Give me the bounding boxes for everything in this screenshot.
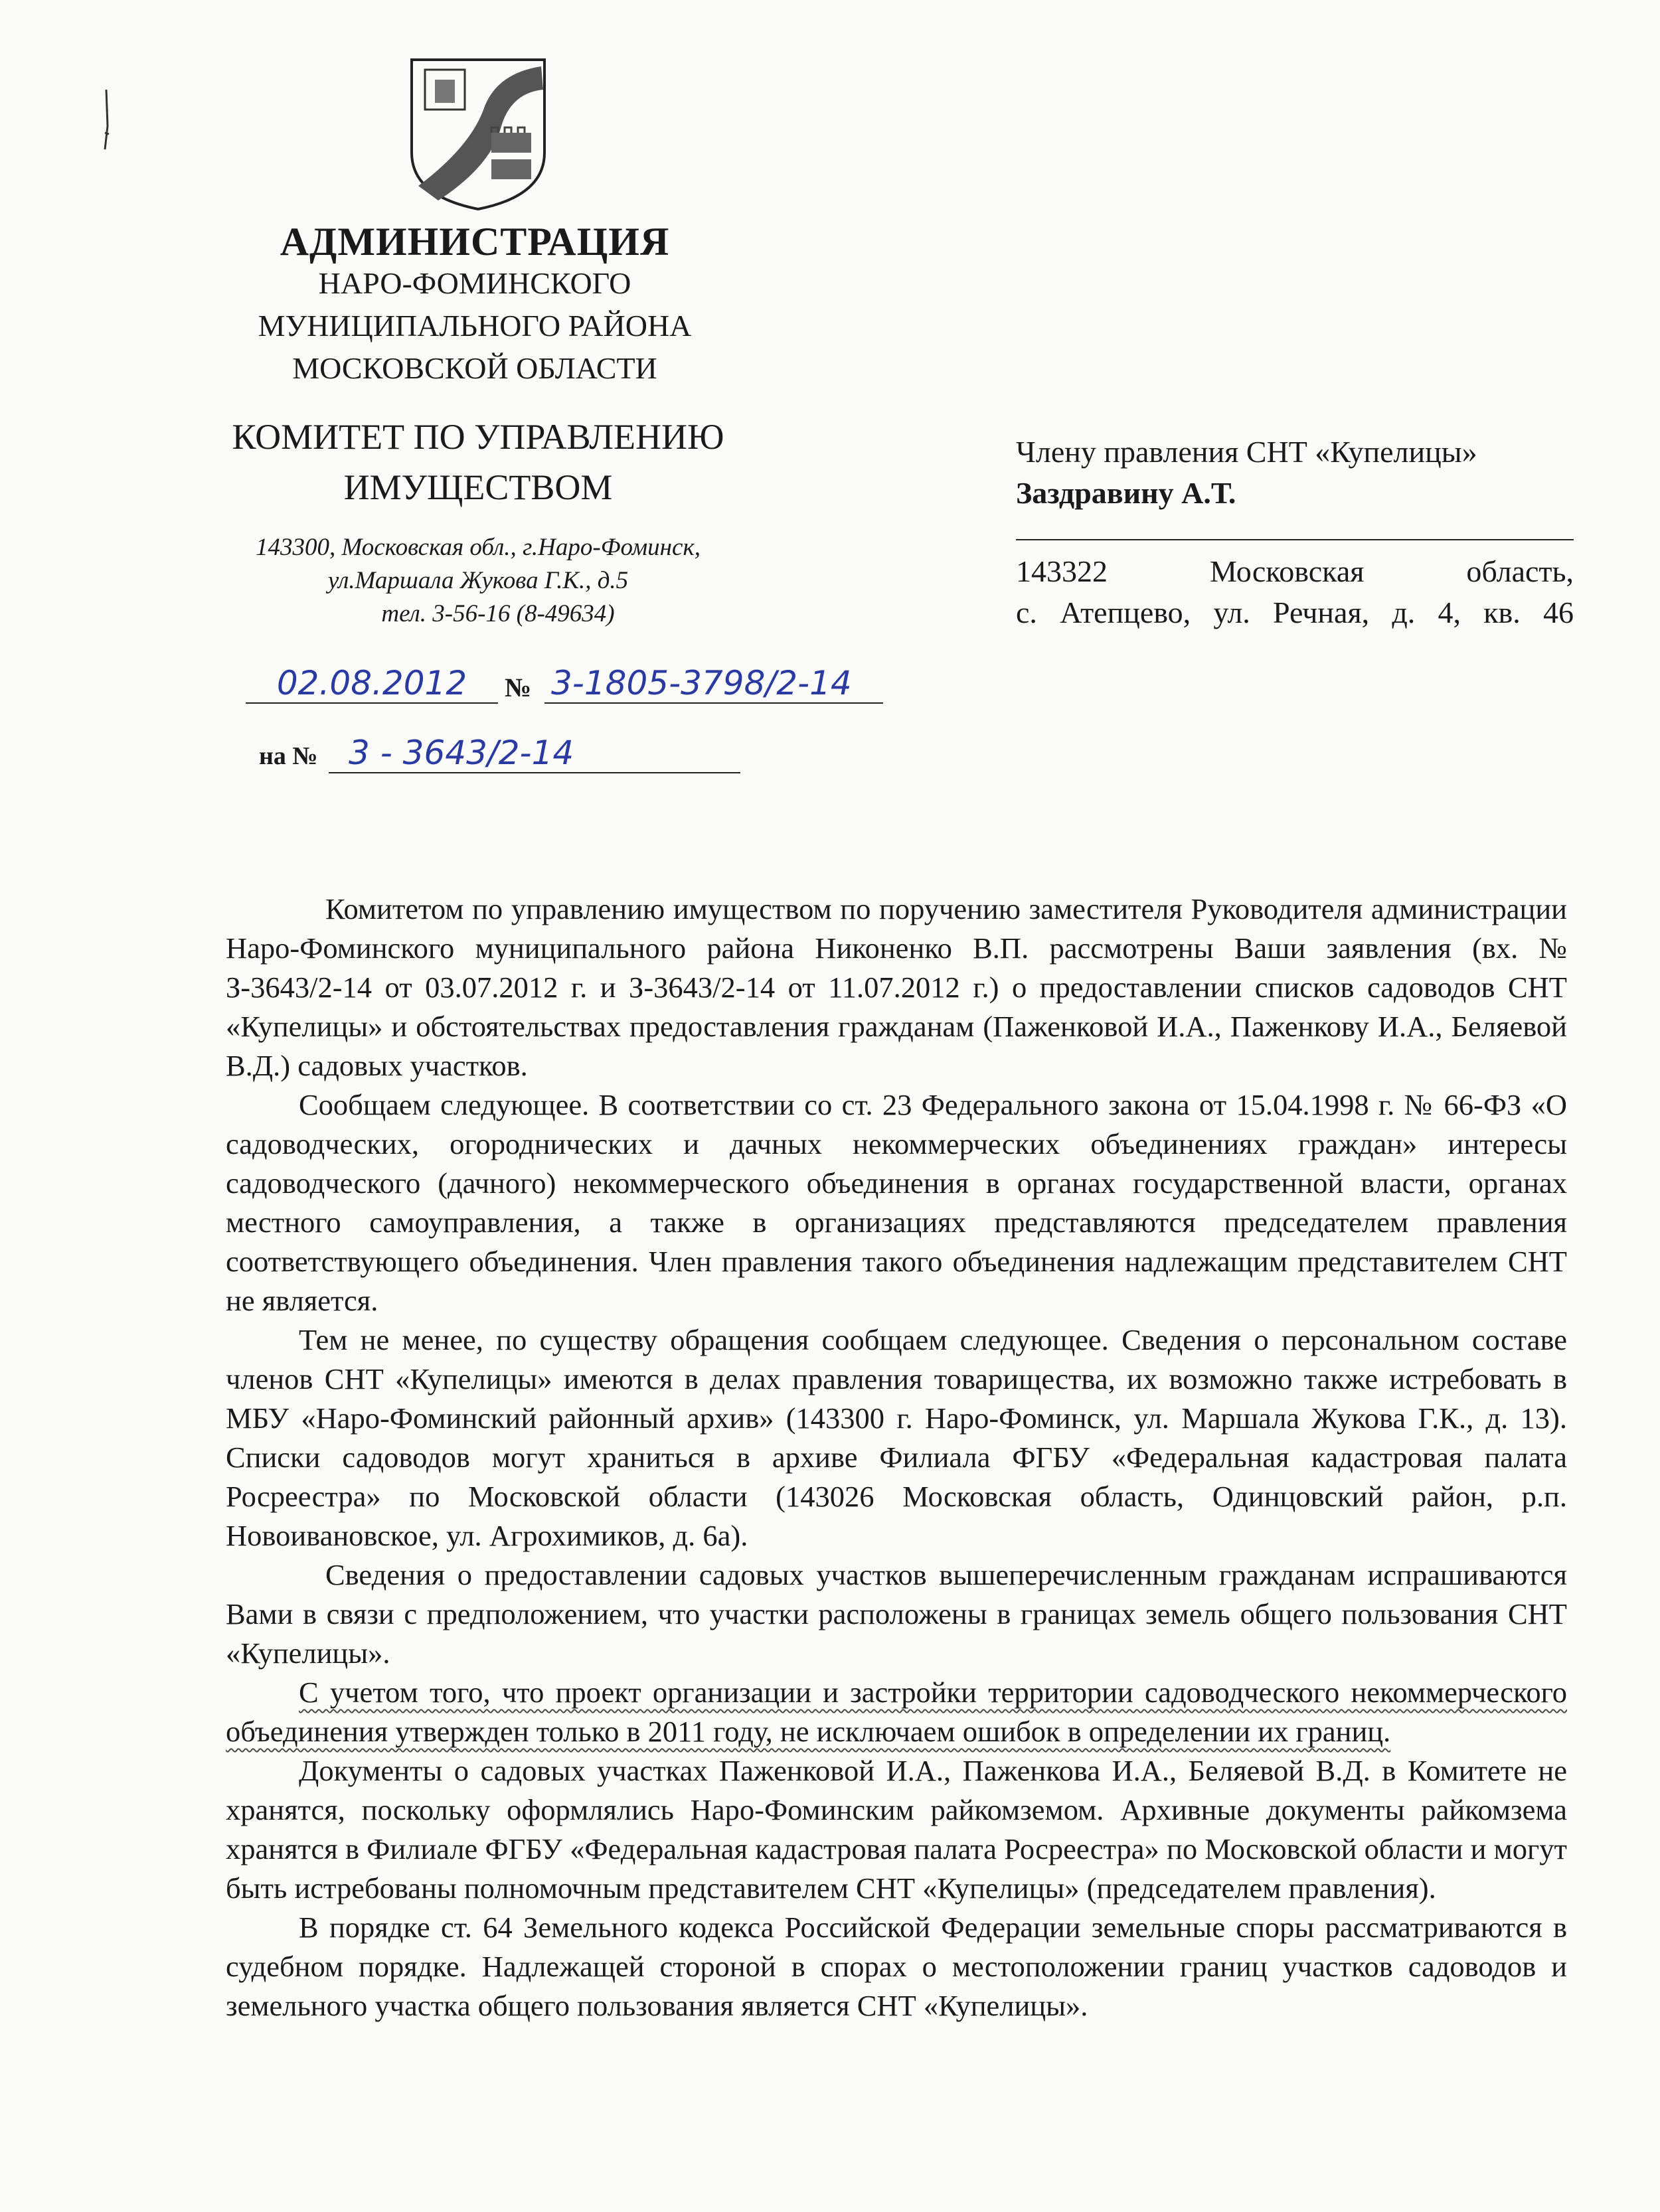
- letter-body: [226, 890, 1567, 2025]
- body-paragraph: Тем не менее, по существу обращения сообщаем следующее. Сведения о персональном составе членов СНТ «Купелицы» имеются в делах правления товарищества, их возможно также истребовать в МБУ «Наро-Фоминский районный архив» (143300 г. Наро-Фоминск, ул. Маршала Жукова Г.К., д. 13). Списки садоводов могут храниться в архиве Филиала ФГБУ «Федеральная кадастровая палата Росреестра» по Московской области (143026 Московская область, Одинцовский район, р.п. Новоивановское, ул. Агрохимиков, д. 6а).: [226, 1323, 1567, 1552]
- address-line: 143300, Московская обл., г.Наро-Фоминск,: [255, 534, 701, 561]
- coat-of-arms-icon: [392, 53, 564, 212]
- recipient-address: [1016, 551, 1574, 633]
- organization-title: АДМИНИСТРАЦИЯ: [280, 220, 670, 264]
- recipient-block: [1016, 432, 1574, 514]
- body-paragraph: Документы о садовых участках Паженковой И.А., Паженкова И.А., Беляевой В.Д. в Комитете не хранятся, поскольку оформлялись Наро-Фоминским райкомземом. Архивные документы райкомзема хранятся в Филиале ФГБУ «Федеральная кадастровая палата Росреестра» по Московской области и могут быть истребованы полномочным представителем СНТ «Купелицы» (председателем правления).: [226, 1754, 1567, 1905]
- address-line: ул.Маршала Жукова Г.К., д.5: [327, 567, 629, 594]
- body-paragraph: Сообщаем следующее. В соответствии со ст. 23 Федерального закона от 15.04.1998 г. № 66-ФЗ «О садоводческих, огороднических и дачных некоммерческих объединениях граждан» интересы садоводческого (дачного) некоммерческого объединения в органах государственной власти, органах местного самоуправления, а также в организациях представляются председателем правления соответствующего объединения. Член правления такого объединения надлежащим представителем СНТ не является.: [226, 1088, 1567, 1317]
- body-paragraph: Комитетом по управлению имуществом по поручению заместителя Руководителя администрации Наро-Фоминского муниципального района Никоненко В.П. рассмотрены Ваши заявления (вх. № З-3643/2-14 от 03.07.2012 г. и З-3643/2-14 от 11.07.2012 г.) о предоставлении списков садоводов СНТ «Купелицы» и обстоятельствах предоставления гражданам (Паженковой И.А., Паженкову И.А., Беляевой В.Д.) садовых участков.: [226, 892, 1567, 1082]
- organization-subtitle: [219, 262, 730, 390]
- in-reply-number: 3 - 3643/2-14: [329, 734, 740, 773]
- subtitle-line: МОСКОВСКОЙ ОБЛАСТИ: [292, 351, 657, 385]
- reference-line: [226, 664, 883, 717]
- in-reply-label: на №: [259, 742, 318, 770]
- recipient-role: Члену правления СНТ «Купелицы»: [1016, 435, 1477, 469]
- recipient-address-line: 143322 Московская область,: [1016, 554, 1574, 588]
- address-line: тел. 3-56-16 (8-49634): [381, 600, 615, 627]
- underlined-text: С учетом того, что проект организации и застройки территории садоводческого некоммерческого объединения утвержден только в 2011 году, не исключаем ошибок в определении их границ.: [226, 1676, 1567, 1748]
- committee-line: ИМУЩЕСТВОМ: [343, 467, 613, 507]
- reference-number: 3-1805-3798/2-14: [544, 664, 883, 704]
- recipient-name: Заздравину А.Т.: [1016, 476, 1236, 510]
- reference-number-label: №: [505, 672, 532, 702]
- committee-line: КОМИТЕТ ПО УПРАВЛЕНИЮ: [232, 417, 724, 457]
- sender-address: [193, 531, 764, 631]
- body-paragraph: В порядке ст. 64 Земельного кодекса Российской Федерации земельные споры рассматриваются в судебном порядке. Надлежащей стороной в спорах о местоположении границ участков садоводов и земельного участка общего пользования является СНТ «Купелицы».: [226, 1911, 1567, 2022]
- committee-title: [193, 412, 764, 513]
- recipient-divider: [1016, 539, 1574, 540]
- in-reply-line: [259, 734, 737, 780]
- body-paragraph-underlined: [226, 1673, 1567, 1751]
- subtitle-line: МУНИЦИПАЛЬНОГО РАЙОНА: [258, 309, 692, 343]
- body-paragraph: Сведения о предоставлении садовых участков вышеперечисленным гражданам испрашиваются Вами в связи с предположением, что участки расположены в границах земель общего пользования СНТ «Купелицы».: [226, 1558, 1567, 1670]
- recipient-address-line: с. Атепцево, ул. Речная, д. 4, кв. 46: [1016, 595, 1574, 629]
- reference-date: 02.08.2012: [246, 664, 498, 704]
- pen-mark: [100, 86, 120, 153]
- subtitle-line: НАРО-ФОМИНСКОГО: [318, 266, 631, 300]
